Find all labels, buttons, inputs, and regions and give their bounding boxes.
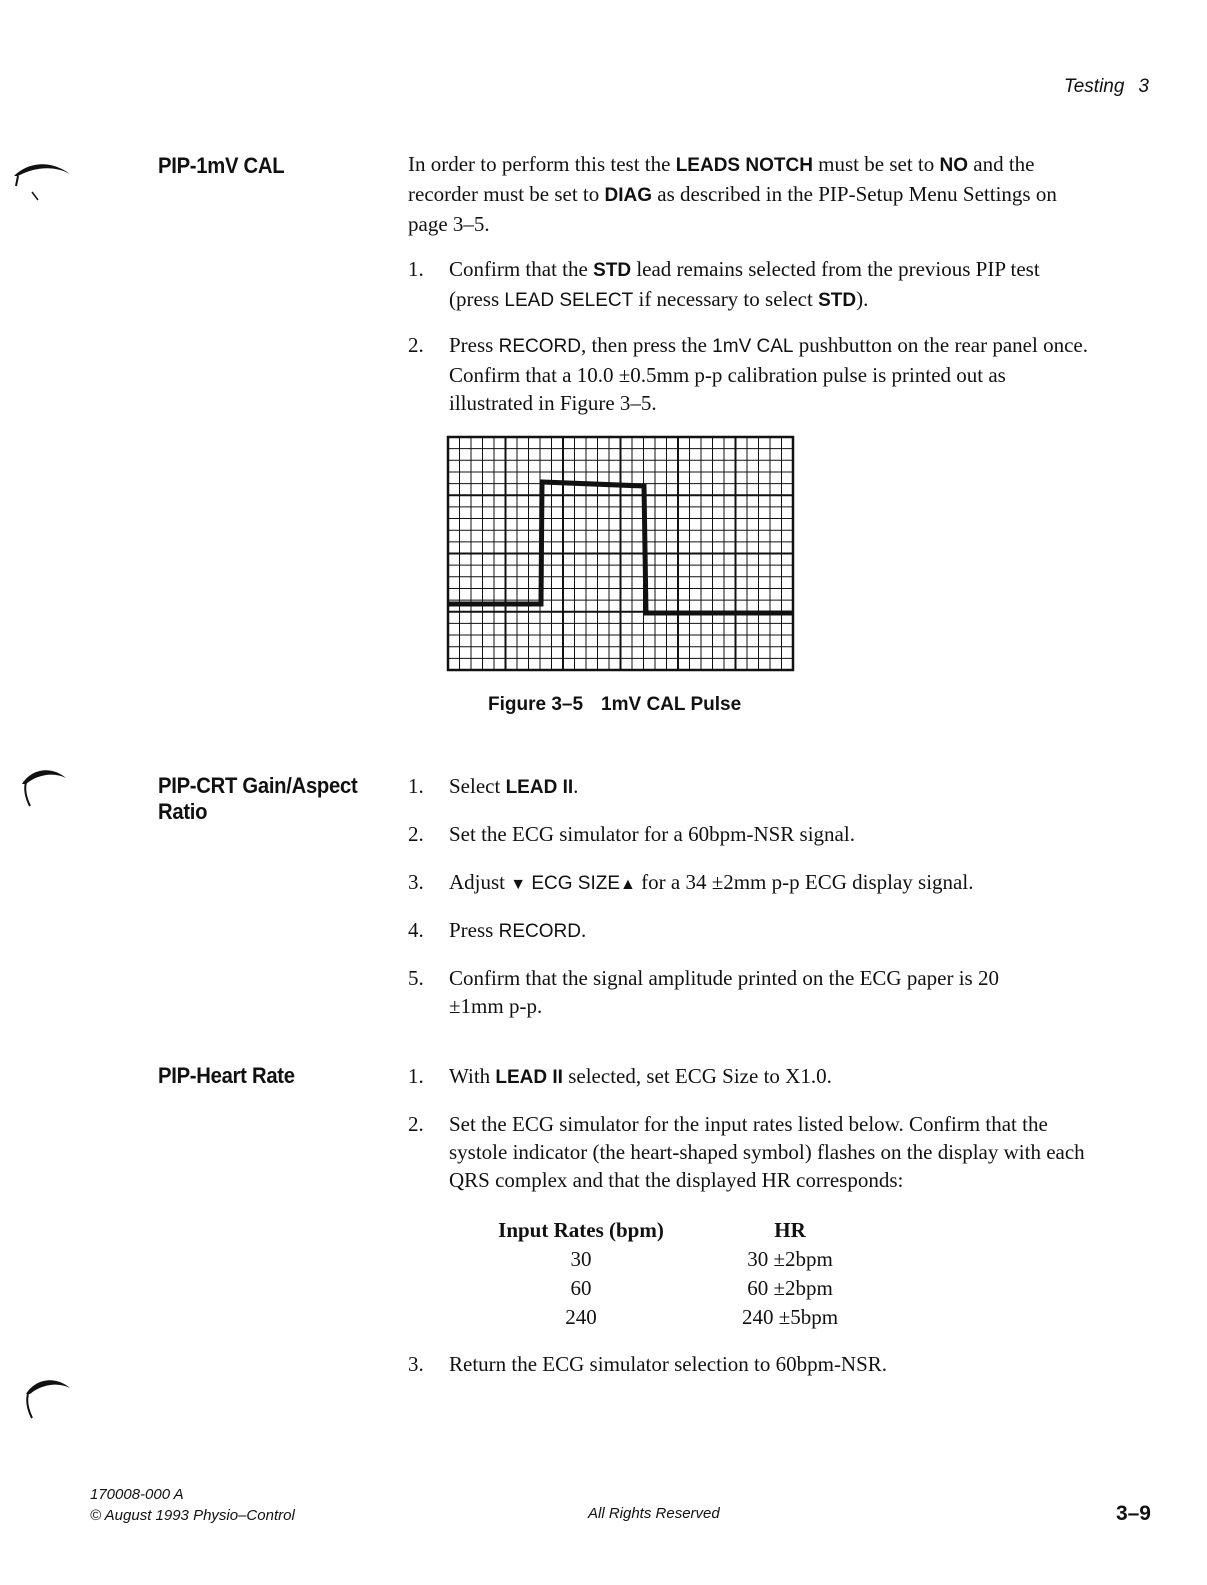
margin-mark-icon — [22, 1372, 77, 1422]
crt-step-2: 2. Set the ECG simulator for a 60bpm-NSR signal. — [408, 822, 855, 846]
column-header: HR — [774, 1218, 806, 1242]
table-row — [490, 1245, 866, 1274]
figure-number: Figure 3–5 — [488, 694, 584, 715]
table-row — [490, 1303, 866, 1332]
cal-pulse-figure — [446, 435, 796, 673]
footer-copyright: © August 1993 Physio–Control — [90, 1507, 295, 1524]
table-cell: 60 — [570, 1276, 592, 1300]
cal-intro-paragraph: In order to perform this test the LEADS NOTCH must be set to NO and the recorder must be set to DIAG as described in the PIP-Setup Menu Settings on page 3–5. — [408, 152, 1057, 236]
section-title-cal: PIP-1mV CAL — [158, 153, 285, 178]
hr-step-3: 3. Return the ECG simulator selection to 60bpm-NSR. — [408, 1352, 888, 1376]
crt-step-3: 3. Adjust ▼ ECG SIZE▲ for a 34 ±2mm p-p ECG display signal. — [408, 870, 974, 894]
cal-step-1: 1. Confirm that the STD lead remains selected from the previous PIP test (press LEAD SELECT if necessary to select STD). — [408, 257, 1040, 311]
hr-step-1: 1. With LEAD II selected, set ECG Size to X1.0. — [408, 1064, 832, 1088]
table-header-row — [490, 1216, 866, 1245]
table-cell: 240 ±5bpm — [741, 1305, 839, 1329]
hr-step-2: 2. Set the ECG simulator for the input rates listed below. Confirm that the systole indicator (the heart-shaped symbol) flashes on the display with each QRS complex and that the displayed HR corresponds: — [408, 1112, 1085, 1192]
figure-caption — [488, 694, 741, 716]
triangle-down-icon: ▼ — [510, 876, 527, 893]
margin-mark-icon — [8, 150, 78, 210]
crt-step-1: 1. Select LEAD II. — [408, 774, 579, 798]
triangle-up-icon: ▲ — [620, 876, 636, 893]
running-header — [1064, 76, 1149, 98]
crt-step-4: 4. Press RECORD. — [408, 918, 587, 942]
heart-rate-table — [490, 1216, 866, 1332]
footer-doc-number: 170008-000 A — [90, 1486, 184, 1503]
footer-rights: All Rights Reserved — [588, 1505, 720, 1522]
header-chapter: 3 — [1138, 76, 1149, 97]
table-cell: 240 — [565, 1305, 597, 1329]
cal-step-2: 2. Press RECORD, then press the 1mV CAL pushbutton on the rear panel once. Confirm that a 10.0 ±0.5mm p-p calibration pulse is printed out as illustrated in Figure 3–5. — [408, 333, 1088, 415]
section-title-crt: PIP-CRT Gain/Aspect Ratio — [158, 773, 358, 824]
table-cell: 30 — [570, 1247, 592, 1271]
section-title-hr: PIP-Heart Rate — [158, 1063, 295, 1088]
table-cell: 60 ±2bpm — [747, 1276, 833, 1300]
ecg-grid — [448, 437, 793, 670]
page-number: 3–9 — [1115, 1502, 1151, 1525]
table-row — [490, 1274, 866, 1303]
header-section: Testing — [1063, 76, 1125, 97]
figure-title: 1mV CAL Pulse — [601, 694, 742, 715]
crt-step-5: 5. Confirm that the signal amplitude printed on the ECG paper is 20 ±1mm p-p. — [408, 966, 999, 1018]
column-header: Input Rates (bpm) — [498, 1218, 664, 1242]
table-cell: 30 ±2bpm — [747, 1247, 833, 1271]
margin-mark-icon — [18, 762, 73, 812]
